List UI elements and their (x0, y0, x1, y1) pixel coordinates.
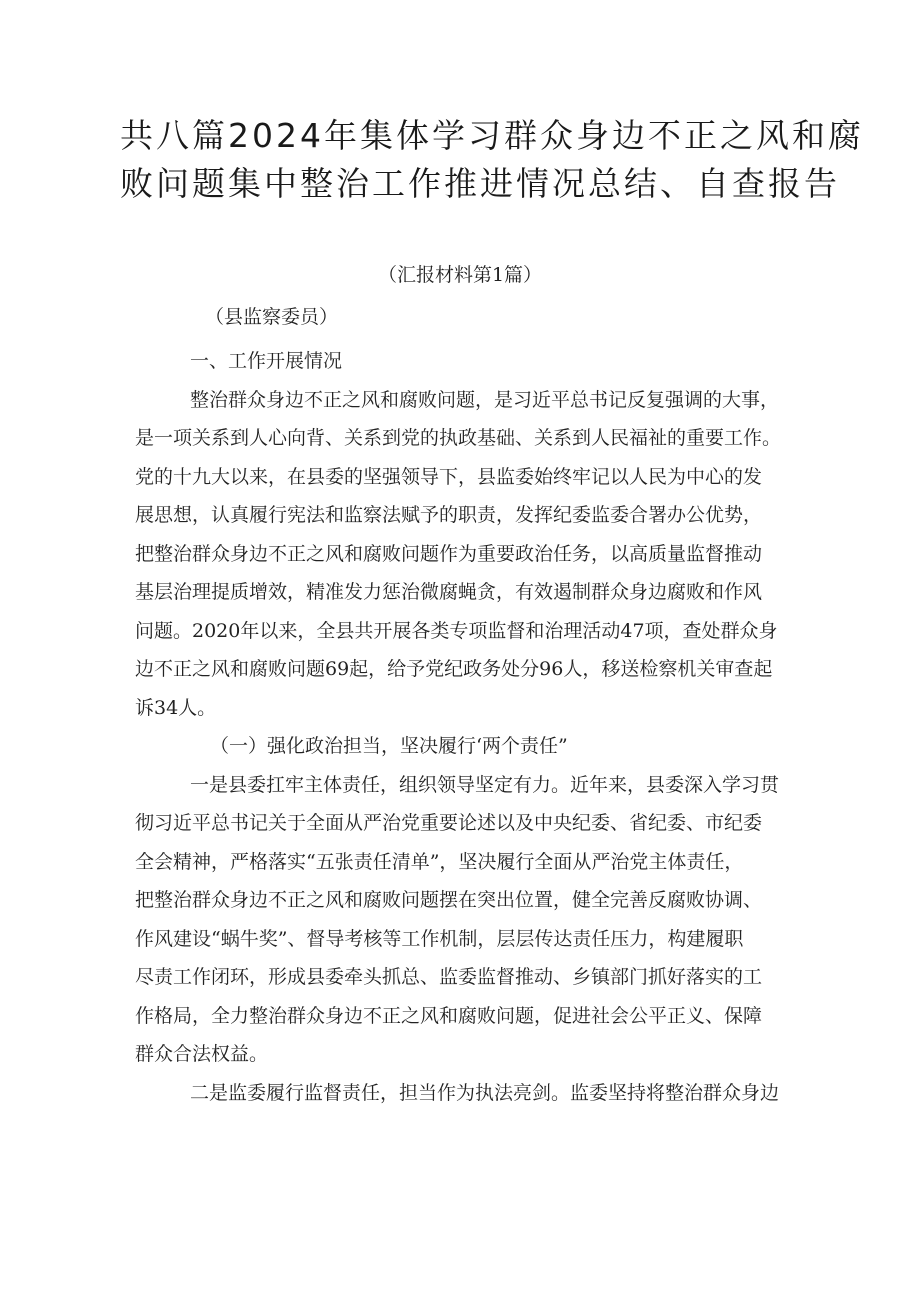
document-body (135, 342, 865, 1112)
paragraph-line: 边不正之风和腐败问题69起，给予党纪政务处分96人，移送检察机关审查起 (135, 658, 773, 680)
subsection-heading: （一）强化政治担当，坚决履行‘两个责任” (210, 735, 568, 757)
paragraph-line: 问题。2020年以来，全县共开展各类专项监督和治理活动47项，查处群众身 (135, 619, 778, 642)
title-line-2: 败问题集中整治工作推进情况总结、自查报告 (120, 164, 840, 203)
paragraph-line: 诉34人。 (135, 696, 217, 719)
title-line-1: 共八篇2024年集体学习群众身边不正之风和腐 (120, 116, 864, 155)
paragraph-line: 彻习近平总书记关于全面从严治党重要论述以及中央纪委、省纪委、市纪委 (135, 812, 763, 834)
paragraph-line: 作风建设“蜗牛奖”、督导考核等工作机制，层层传达责任压力，构建履职 (135, 927, 744, 950)
paragraph-line: 二是监委履行监督责任，担当作为执法亮剑。监委坚持将整治群众身边 (190, 1081, 780, 1104)
paragraph-line: 把整治群众身边不正之风和腐败问题摆在突出位置，健全完善反腐败协调、 (135, 889, 763, 911)
paragraph-line: 党的十九大以来，在县委的坚强领导下，县监委始终牢记以人民为中心的发 (135, 465, 763, 488)
paragraph-line: 尽责工作闭环，形成县委牵头抓总、监委监督推动、乡镇部门抓好落实的工 (135, 966, 763, 988)
paragraph-line: 全会精神，严格落实“五张责任清单”，坚决履行全面从严治党主体责任， (135, 850, 744, 873)
paragraph-line: 作格局，全力整治群众身边不正之风和腐败问题，促进社会公平正义、保障 (135, 1004, 763, 1027)
paragraph-line: 整治群众身边不正之风和腐败问题，是习近平总书记反复强调的大事， (190, 388, 780, 411)
document-title (120, 112, 864, 208)
paragraph-line: 一是县委扛牢主体责任，组织领导坚定有力。近年来，县委深入学习贯 (190, 773, 780, 796)
paragraph-line: 展思想，认真履行宪法和监察法赋予的职责，发挥纪委监委合署办公优势， (135, 504, 763, 526)
paragraph-line: 群众合法权益。 (135, 1043, 269, 1065)
section-heading: 一、工作开展情况 (190, 350, 343, 372)
document-author: （县监察委员） (205, 306, 339, 328)
paragraph-line: 基层治理提质增效，精准发力惩治微腐蝇贪，有效遏制群众身边腐败和作风 (135, 581, 763, 603)
paragraph-line: 是一项关系到人心向背、关系到党的执政基础、关系到人民福祉的重要工作。 (135, 427, 782, 449)
document-subtitle: （汇报材料第1篇） (377, 264, 543, 286)
paragraph-line: 把整治群众身边不正之风和腐败问题作为重要政治任务，以高质量监督推动 (135, 542, 763, 565)
